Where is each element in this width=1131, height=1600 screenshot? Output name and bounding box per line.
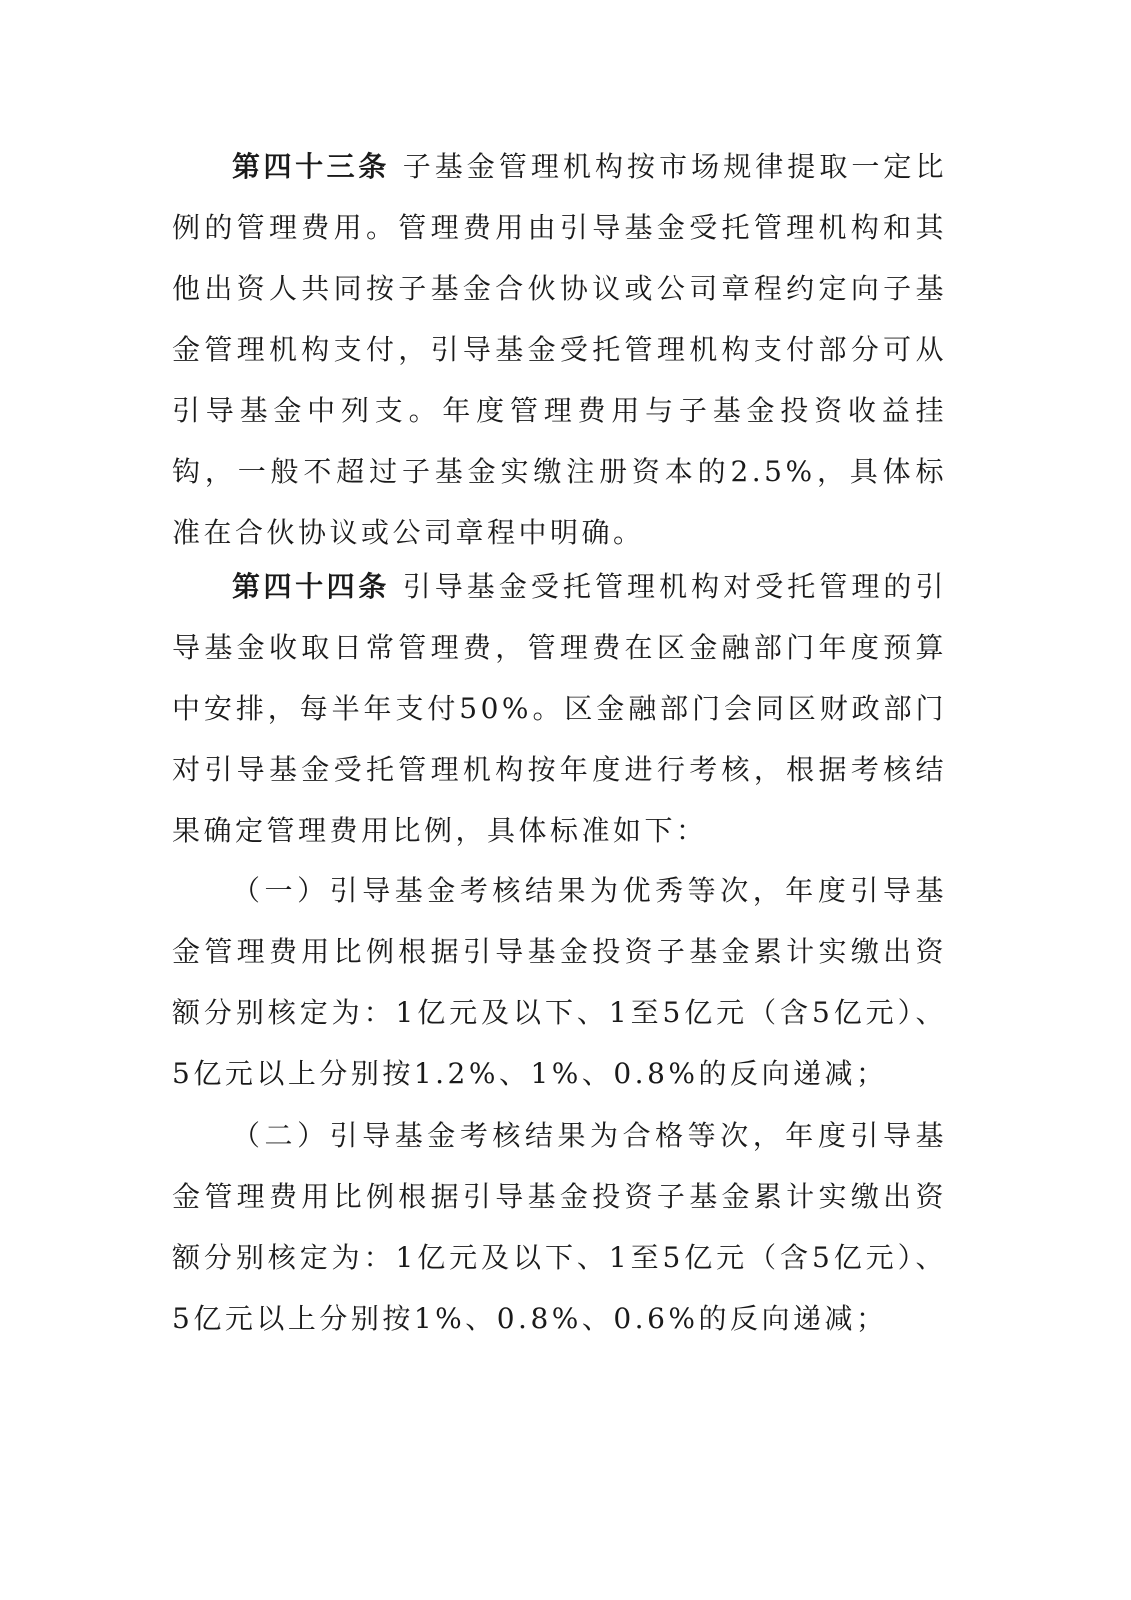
- article-43-paragraph: [172, 136, 947, 563]
- item-1-paragraph: [172, 860, 947, 1104]
- item-2-text: （二）引导基金考核结果为合格等次，年度引导基金管理费用比例根据引导基金投资子基金累计实缴出资额分别核定为：1亿元及以下、1至5亿元（含5亿元）、5亿元以上分别按1%、0.8%、0.6%的反向递减；: [172, 1119, 947, 1335]
- article-44-heading: 第四十四条: [232, 570, 390, 603]
- article-44-text: 引导基金受托管理机构对受托管理的引导基金收取日常管理费，管理费在区金融部门年度预算中安排，每半年支付50%。区金融部门会同区财政部门对引导基金受托管理机构按年度进行考核，根据考核结果确定管理费用比例，具体标准如下：: [172, 570, 947, 847]
- item-2-paragraph: [172, 1105, 947, 1349]
- article-44-paragraph: [172, 556, 947, 861]
- article-43-heading: 第四十三条: [232, 150, 390, 183]
- item-1-text: （一）引导基金考核结果为优秀等次，年度引导基金管理费用比例根据引导基金投资子基金累计实缴出资额分别核定为：1亿元及以下、1至5亿元（含5亿元）、5亿元以上分别按1.2%、1%、0.8%的反向递减；: [172, 874, 947, 1090]
- article-43-text: 子基金管理机构按市场规律提取一定比例的管理费用。管理费用由引导基金受托管理机构和其他出资人共同按子基金合伙协议或公司章程约定向子基金管理机构支付，引导基金受托管理机构支付部分可从引导基金中列支。年度管理费用与子基金投资收益挂钩，一般不超过子基金实缴注册资本的2.5%，具体标准在合伙协议或公司章程中明确。: [172, 150, 947, 549]
